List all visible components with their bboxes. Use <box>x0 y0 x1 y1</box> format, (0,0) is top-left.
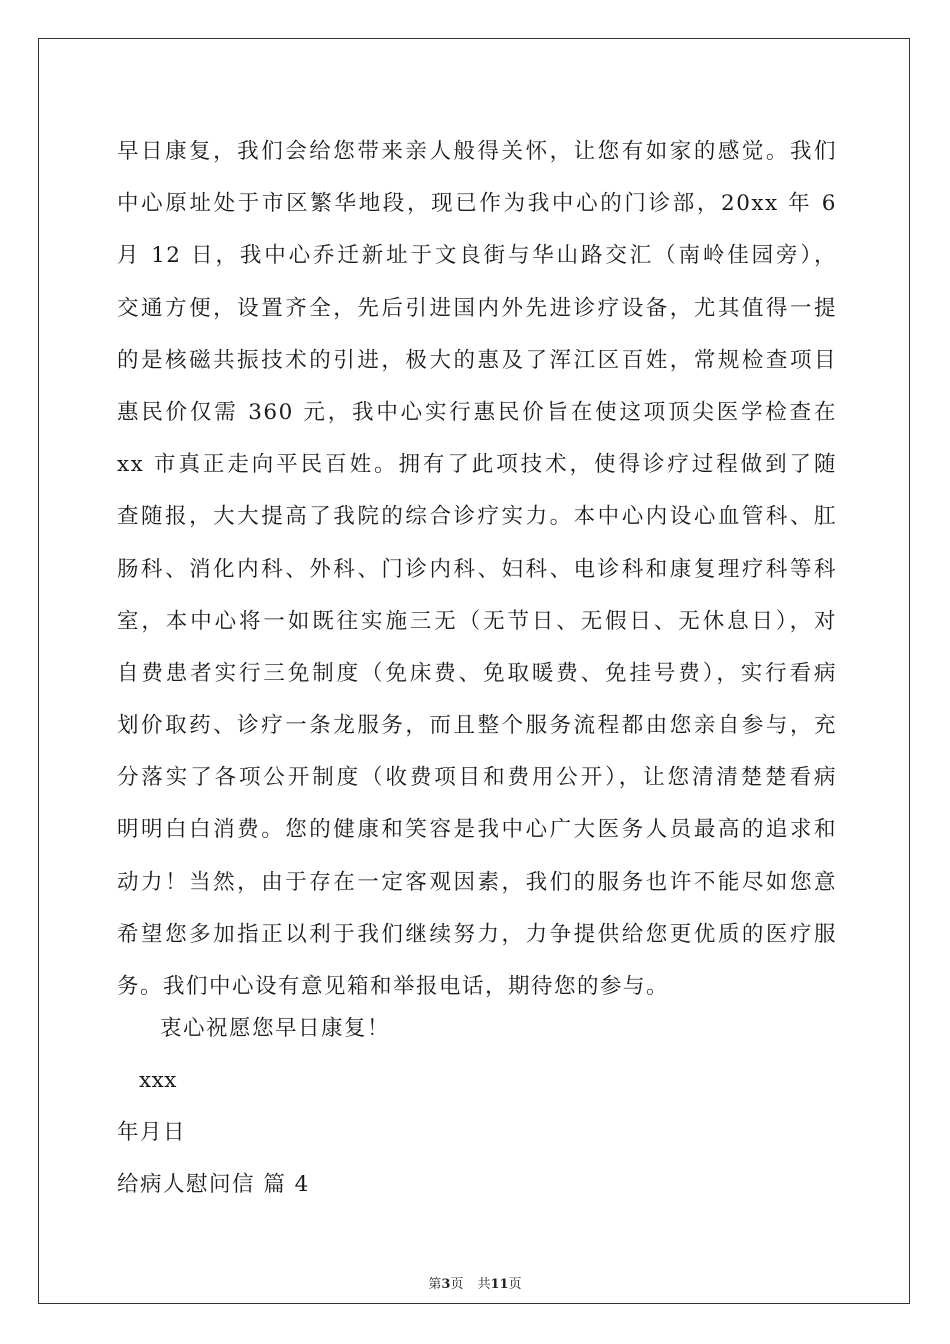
body-line: 分落实了各项公开制度（收费项目和费用公开），让您清清楚楚看病 <box>117 765 837 791</box>
total-prefix: 共 <box>477 1277 491 1292</box>
page-suffix: 页 <box>450 1277 464 1292</box>
body-line: 肠科、消化内科、外科、门诊内科、妇科、电诊科和康复理疗科等科 <box>117 556 837 582</box>
body-line: 惠民价仅需 360 元，我中心实行惠民价旨在使这项顶尖医学检查在 <box>117 399 837 425</box>
body-line: 月 12 日，我中心乔迁新址于文良街与华山路交汇（南岭佳园旁）， <box>117 243 837 269</box>
page-number: 3 <box>441 1277 451 1292</box>
body-line: 自费患者实行三免制度（免床费、免取暖费、免挂号费），实行看病 <box>117 660 837 686</box>
total-pages: 11 <box>490 1277 509 1292</box>
body-line: 早日康复，我们会给您带来亲人般得关怀，让您有如家的感觉。我们 <box>117 139 837 164</box>
body-line: 查随报，大大提高了我院的综合诊疗实力。本中心内设心血管科、肛 <box>117 504 837 530</box>
sender-name: xxx <box>139 1068 177 1093</box>
page-footer <box>0 1276 950 1294</box>
body-line: 中心原址处于市区繁华地段，现已作为我中心的门诊部，20xx 年 6 <box>117 191 837 217</box>
body-line: 的是核磁共振技术的引进，极大的惠及了浑江区百姓，常规检查项目 <box>117 347 837 373</box>
body-line: 希望您多加指正以利于我们继续努力，力争提供给您更优质的医疗服 <box>117 921 837 947</box>
page-prefix: 第 <box>428 1277 442 1292</box>
body-line: 室，本中心将一如既往实施三无（无节日、无假日、无休息日），对 <box>117 608 837 634</box>
body-line: 划价取药、诊疗一条龙服务，而且整个服务流程都由您亲自参与，充 <box>117 713 837 739</box>
date-line: 年月日 <box>117 1120 187 1145</box>
section-title: 给病人慰问信 篇 4 <box>117 1172 310 1197</box>
total-suffix: 页 <box>508 1277 522 1292</box>
body-line: 动力！当然，由于存在一定客观因素，我们的服务也许不能尽如您意 <box>117 869 837 895</box>
body-line: xx 市真正走向平民百姓。拥有了此项技术，使得诊疗过程做到了随 <box>117 452 837 478</box>
letter-body <box>117 134 837 1021</box>
body-line: 明明白白消费。您的健康和笑容是我中心广大医务人员最高的追求和 <box>117 817 837 843</box>
body-line: 交通方便，设置齐全，先后引进国内外先进诊疗设备，尤其值得一提 <box>117 295 837 321</box>
body-line: 务。我们中心设有意见箱和举报电话，期待您的参与。 <box>117 974 670 999</box>
closing-wish: 衷心祝愿您早日康复！ <box>160 1016 391 1041</box>
